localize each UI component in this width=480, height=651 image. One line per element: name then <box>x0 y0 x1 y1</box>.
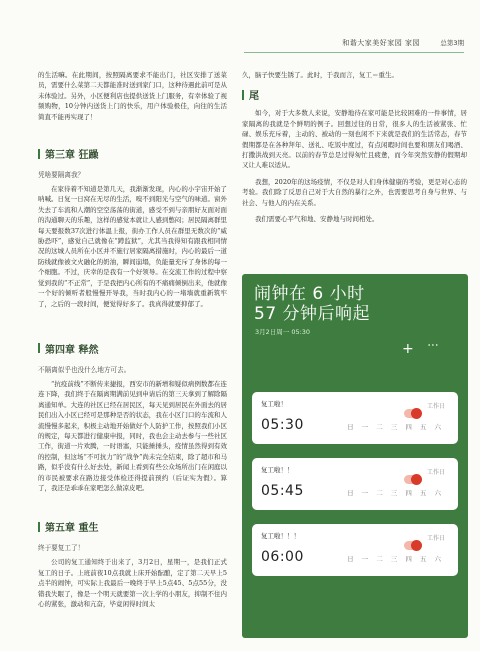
epilogue-paragraph-2: 我想，2020年的这场疫情，不仅是对人们身体健康的考验，更是对心态的考验。我们除了反思自己对于大自然的暴行之外，也需要思考自身与世界、与社会、与他人的内在关系。 <box>242 177 467 207</box>
chapter-4-subtitle: 不隔离似乎也没什么地方可去。 <box>38 365 131 374</box>
alarm-toggle <box>404 541 421 550</box>
alarm-days: 日 一 二 三 四 五 六 <box>347 555 444 563</box>
intro-paragraph: 的生活嘛。在此期间，按照隔离要求不能出门，社区安排了送菜员，需要什么菜第二天都能准时送到家门口，这种待遇此前可是从未体验过。另外，小区便利店也提供送货上门服务，有幸体验了视频购物，10分钟内送货上门的快乐，用户体验极佳，向往的生活简直不能再实现了！ <box>38 71 227 121</box>
heading-bar <box>38 149 40 159</box>
epilogue-paragraph-3: 我们需要心平气和地、安静地与时间相处。 <box>255 215 379 224</box>
alarm-countdown-title <box>254 284 370 324</box>
next-alarm-date: 3月2日周一 05:30 <box>255 328 311 336</box>
alarm-toggle <box>404 475 421 484</box>
alarm-card <box>252 458 458 510</box>
chapter-3-title: 第三章 狂躁 <box>45 150 99 162</box>
alarm-app-screenshot <box>242 274 468 638</box>
chapter-3-subtitle: 凭啥要隔离我？ <box>38 171 85 180</box>
page-header <box>0 38 480 52</box>
issue-number: 总第3期 <box>440 39 464 47</box>
left-column <box>38 70 227 609</box>
add-icon: + <box>402 341 414 357</box>
more-options-icon: ⋮ <box>426 339 440 350</box>
magazine-brand: 和谐大家美好家园 家园 <box>342 39 420 47</box>
chapter-5-subtitle: 终于要复工了！ <box>38 544 85 553</box>
chapter-3-body: 在家待着不知道是第几天，我渐渐发现，内心的小宇宙开始了呐喊。日复一日窝在无尽的生活，嗅不到阳光与空气的味道。窗外失去了车流和人潮的空空荡荡的街道，感受不到与亲朋好友面对面的沟通聊天的乐趣，这样的感觉本就让人感到憋闷；居民隔离群里每天要报数37次进行体温上报，街办工作人员在群里无数次的“威胁恐吓”，感觉自己就像在“蹲监狱”，尤其当我得知有跟我相同情况的这城人员所在小区并不施行居家隔离措施时，内心的最后一道防线就像被文火融化的奶油，瞬间崩塌，负能量充斥了身体的每一个细胞。不过，庆幸的是我有一个好领导。在交流工作的过程中察觉到我的“不正常”，于是我把内心所有的不痛痛倾倒出来，他就像一个好的倾听者般慢慢开导我，当时我内心的一堵墙就重新筑牢了，之后的一段时间，便觉得好多了。我真得就要抑郁了。 <box>38 185 227 308</box>
epilogue-paragraph-1: 如今，对于大多数人来说，安静地待在家可能是比较困难的一件事情，居家隔离的我就是个鲜明的例子。回想过往的日常，很多人的生活被紧张、忙碌、娱乐充斥着，主动的、被动的一刻也闲不下来就是我们的生活常态，春节假期都是在各种拜年、送礼、吃饭中度过，有点闲暇时间也要和朋友们喝酒、打撒洪战到天亮。以前的春节总是过得匆忙且疲惫，而今年突然安静的假期却又让人难以适从。 <box>242 109 467 170</box>
heading-bar <box>242 90 244 100</box>
countdown-line-2: 57 分钟后响起 <box>254 304 371 324</box>
chapter-5-title: 第五章 重生 <box>45 523 99 535</box>
alarm-time: 05:45 <box>261 483 304 499</box>
alarm-time: 05:30 <box>261 417 304 433</box>
heading-bar <box>38 522 40 532</box>
right-intro: 久，脑子快要生锈了。此时，于我而言，复工＝重生。 <box>242 71 398 79</box>
alarm-days: 日 一 二 三 四 五 六 <box>347 489 444 497</box>
chapter-5-body: 公司的复工通知终于出来了，3月2日，星期一，是我们正式复工的日子。上班前夜10点我就上床开始酝酿，定了第二天早上5点半的闹钟，可实际上我最后一晚终于早上5点45、5点55分，没错我失眠了，像是一个明天就要第一次上学的小朋友，抑制不住内心的紧张，激动和亢奋，毕竟闲得时间太 <box>38 558 227 608</box>
alarm-label: 复工啦！ <box>261 400 287 408</box>
chapter-4-heading <box>38 341 227 356</box>
alarm-repeat-type: 工作日 <box>426 403 445 410</box>
countdown-line-1: 闹钟在 6 小时 <box>254 284 365 304</box>
chapter-4-body: “抗疫前线”不断传来捷报，西安市的新增和疑似病例数都在连连下降，我们终于在隔离期满前见到申请后的第三天拿到了解除隔离通知单。大连的社区已经在居民区，每天见到居民在外面去的居民们出入小区已经可是那种是否的状态，我在小区门口的车流和人流慢慢多起来，积极主动地开始做好个人防护工作，按照我们小区的规定，每天都进行健康申报，同时，我也会主动去参与一些社区工作，街道一片欢腾，一时语塞，只能捶捶头，疫情虽然得到有效的控制，但这场“不可抗力”的“战争”尚未完全结束，除了超市和马路，似乎没有什么好去处，新闻上看到有些公众场所出门在闲庭以的市民被要求在路边接受体检还得提前预约（后证实为假）。算了，我还是乖乖在家吧怎么做凉皮吧。 <box>38 379 227 492</box>
alarm-repeat-type: 工作日 <box>426 469 445 476</box>
epilogue-title: 尾 <box>249 91 259 103</box>
header-divider <box>244 52 464 53</box>
alarm-repeat-type: 工作日 <box>426 535 445 542</box>
chapter-5-heading <box>38 519 227 534</box>
alarm-toggle <box>404 409 421 418</box>
right-column <box>242 70 467 224</box>
chapter-3-heading <box>38 146 227 161</box>
alarm-time: 06:00 <box>261 549 304 565</box>
alarm-label: 复工啦！！！ <box>261 532 300 540</box>
alarm-label: 复工啦！！ <box>261 466 294 474</box>
chapter-4-title: 第四章 释然 <box>45 344 99 356</box>
alarm-card <box>252 524 458 576</box>
epilogue-heading <box>242 87 467 102</box>
alarm-card <box>252 392 458 444</box>
heading-bar <box>38 343 40 353</box>
alarm-days: 日 一 二 三 四 五 六 <box>347 423 444 431</box>
